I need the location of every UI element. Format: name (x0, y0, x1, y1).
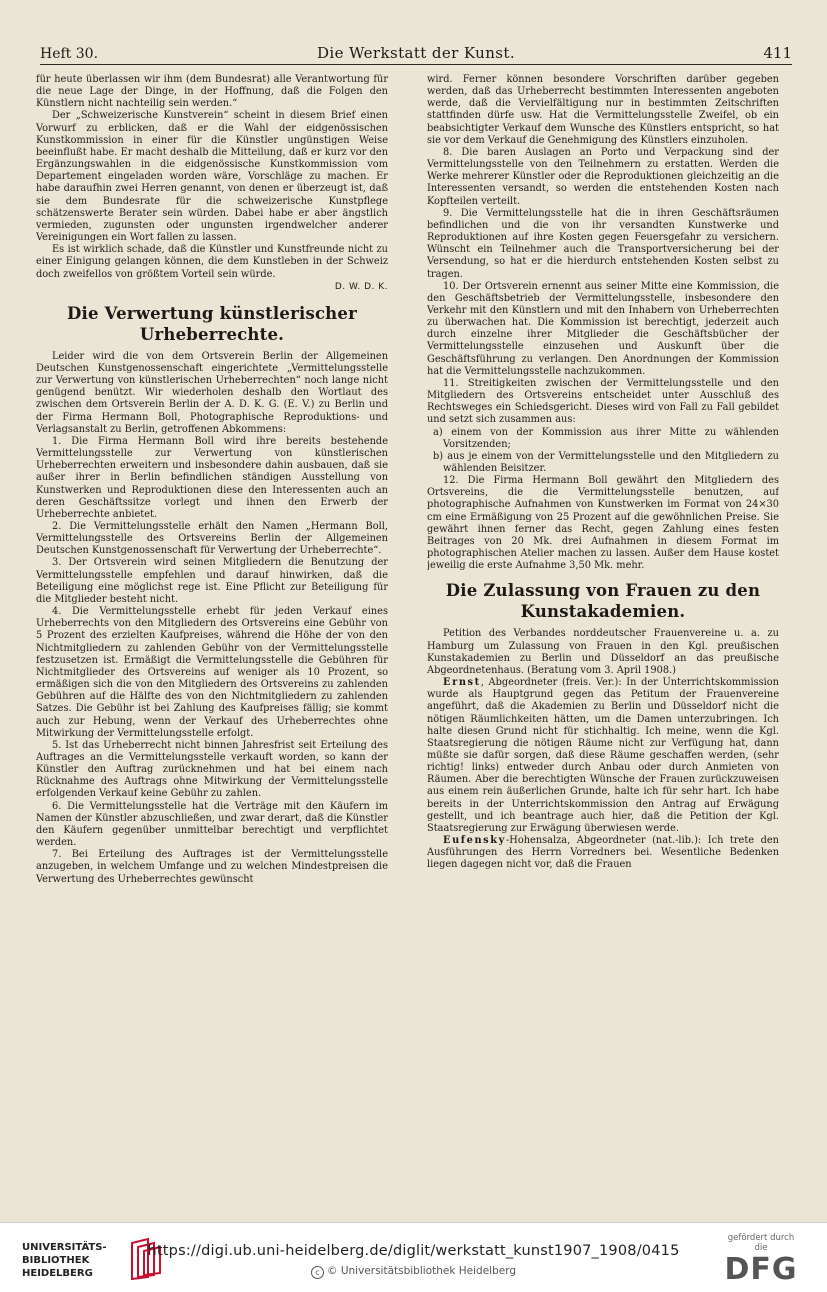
library-name: UNIVERSITÄTS- BIBLIOTHEK HEIDELBERG (22, 1242, 107, 1279)
permalink-url[interactable]: https://digi.ub.uni-heidelberg.de/diglit/werkstatt_kunst1907_1908/0415 (147, 1243, 680, 1259)
clause-3: 3. Der Ortsverein wird seinen Mitgliedern die Benutzung der Vermittelungsstelle empfehlen und darauf hinwirken, daß die Beteiligung eine möglichst rege ist. Eine Pflicht zur Beteiligung für die Mitglieder besteht nicht. (36, 557, 388, 605)
article-heading: Die Verwertung künstlerischer Urheberrechte. (67, 303, 357, 344)
paragraph: wird. Ferner können besondere Vorschriften darüber gegeben werden, daß das Urheberrecht bestimmten Interessenten angeboten werde, daß die Vervielfältigung nur in bestimmten Zeitschriften stattfinden dürfe usw. Hat die Vermittelungsstelle Zweifel, ob ein beabsichtigter Verkauf dem Wunsche des Künstlers entspricht, so hat sie vor dem Verkauf die Genehmigung des Künstlers einzuholen. (427, 74, 779, 146)
dfg-logo[interactable] (721, 1233, 801, 1287)
speaker-name: Eufensky (443, 835, 506, 847)
speech-second (427, 835, 779, 871)
speech-text: -Hohensalza, Abgeordneter (nat.-lib.): Ich trete den Ausführungen des Herrn Vorredners bei. Wesentliche Bedenken liegen dagegen nicht vor, daß die Frauen (427, 835, 779, 871)
paragraph: Es ist wirklich schade, daß die Künstler und Kunstfreunde nicht zu einer Einigung gelangen können, die dem Kunstleben in der Schweiz doch zweifellos von größtem Vorteil sein würde. (36, 244, 388, 280)
clause-10: 10. Der Ortsverein ernennt aus seiner Mitte eine Kommission, die den Geschäftsbetrieb der Vermittelungsstelle, insbesondere den Verkehr mit den Künstlern und mit den Inhabern von Urheberrechten zu überwachen hat. Die Kommission ist berechtigt, jederzeit auch durch einzelne ihrer Mitglieder die Geschäftsbücher der Vermittelungsstelle einzusehen und Auskunft über die Geschäftsführung zu verlangen. Den Anordnungen der Kommission hat die Vermittelungsstelle nachzukommen. (427, 280, 779, 377)
speaker-name: Ernst (443, 677, 481, 689)
journal-title: Die Werkstatt der Kunst. (316, 44, 515, 62)
clause-6: 6. Die Vermittelungsstelle hat die Verträge mit den Käufern im Namen der Künstler abzuschließen, und zwar derart, daß die Künstler den Käufern gegenüber unmittelbar berechtigt und verpflichtet werden. (36, 800, 388, 849)
clause-1: 1. Die Firma Hermann Boll wird ihre bereits bestehende Vermittelungsstelle zur Verwertung von künstlerischen Urheberrechten erweitern und insbesondere dahin ausbauen, daß sie außer ihrer in Berlin befindlichen ständigen Ausstellung von Kunstwerken und Reproduktionen diese den Interessenten auch an deren Geschäftssitze vorlegt und ihnen den Erwerb der Urheberrechte anbietet. (36, 435, 388, 520)
page-number: 411 (763, 44, 792, 62)
copyright-notice: c © Universitätsbibliothek Heidelberg (0, 1265, 827, 1279)
article-heading: Die Zulassung von Frauen zu den Kunstakademien. (445, 581, 761, 622)
dfg-funded-by: gefördert durch die (727, 1233, 795, 1253)
speech-text: , Abgeordneter (freis. Ver.): In der Unterrichtskommission wurde als Hauptgrund gegen das Petitum der Frauenvereine angeführt, daß die Akademien zu Berlin und Düsseldorf nicht die nötigen Räumlichkeiten hätten, um die Damen unterzubringen. Ich halte diesen Grund nicht für stichhaltig. Ich meine, wenn die Kgl. Staatsregierung die nötigen Räume nicht zur Verfügung hat, dann müßte sie dafür sorgen, daß diese Räume geschaffen werden, (sehr richtig! links) entweder durch Anbau oder durch Anmieten von Räumen. Aber die berechtigten Wünsche der Frauen zurückzuweisen aus einem rein äußerlichen Grunde, halte ich für sehr hart. Ich habe bereits in der Unterrichtskommission den Antrag auf Erwägung gestellt, und ich beantrage auch hier, daß die Petition der Kgl. Staatsregierung zur Erwägung überwiesen werde. (427, 677, 779, 834)
paragraph: Leider wird die von dem Ortsverein Berlin der Allgemeinen Deutschen Kunstgenossenschaft eingerichtete „Vermittelungsstelle zur Verwertung von künstlerischen Urheberrechten“ noch lange nicht genügend benützt. Wir wiederholen deshalb den Wortlaut des zwischen dem Ortsverein Berlin der A. D. K. G. (E. V.) zu Berlin und der Firma Hermann Boll, Photographische Reproduktions- und Verlagsanstalt zu Berlin, getroffenen Abkommens: (36, 350, 388, 435)
clause-9: 9. Die Vermittelungsstelle hat die in ihren Geschäftsräumen befindlichen und die von ihr versandten Kunstwerke und Reproduktionen auf ihre Kosten gegen Feuersgefahr zu versichern. Wünscht ein Teilnehmer auch die Transportversicherung bei der Versendung, so hat er die hierdurch entstehenden Kosten selbst zu tragen. (427, 207, 779, 280)
clause-7: 7. Bei Erteilung des Auftrages ist der Vermittelungsstelle anzugeben, in welchem Umfange und zu welchen Mindestpreisen die Verwertung des Urheberrechtes gewünscht (36, 849, 388, 885)
running-header (40, 44, 792, 64)
author-signature: D. W. D. K. (334, 281, 388, 292)
viewer-footer (0, 1222, 827, 1292)
issue-number: Heft 30. (40, 46, 99, 62)
clause-2: 2. Die Vermittelungsstelle erhält den Namen „Hermann Boll, Vermittelungsstelle des Ortsvereins Berlin der Allgemeinen Deutschen Kunstgenossenschaft für Verwertung der Urheberrechte“. (36, 521, 388, 557)
paragraph: Der „Schweizerische Kunstverein“ scheint in diesem Brief einen Vorwurf zu erblicken, daß er die Wahl der eidgenössischen Kunstkommission in einer für die Künstler ungünstigen Weise beeinflußt habe. Er macht deshalb die Mitteilung, daß er kurz vor den Ergänzungswahlen in die eidgenössische Kunstkommission vom Departement eingeladen worden wäre, Vorschläge zu machen. Er habe daraufhin zwei Herren genannt, von denen er überzeugt ist, daß sie dem Bundesrate für die schweizerische Kunstpflege schätzenswerte Berater sein würden. Dabei habe er aber ängstlich vermieden, zugunsten oder ungunsten irgendwelcher anderer Vereinigungen ein Wort fallen zu lassen. (36, 110, 388, 244)
clause-12: 12. Die Firma Hermann Boll gewährt den Mitgliedern des Ortsvereins, die die Vermittelungsstelle benutzen, auf photographische Aufnahmen von Kunstwerken im Format von 24×30 cm eine Ermäßigung von 25 Prozent auf die gewöhnlichen Preise. Sie gewährt ihnen ferner das Recht, gegen Zahlung eines festen Beitrages von 20 Mk. drei Aufnahmen in diesem Format im photographischen Atelier machen zu lassen. Außer dem Hause kostet jeweilig die erste Aufnahme 3,50 Mk. mehr. (427, 475, 779, 572)
clause-5: 5. Ist das Urheberrecht nicht binnen Jahresfrist seit Erteilung des Auftrages an die Vermittelungsstelle verkauft worden, so kann der Künstler den Auftrag zurücknehmen und hat bei einem nach Rücknahme des Auftrags ohne Mitwirkung der Vermittelungsstelle erfolgenden Verkauf keine Gebühr zu zahlen. (36, 739, 388, 800)
speech-ernst (427, 677, 779, 835)
copyright-icon: c (311, 1266, 324, 1279)
clause-11: 11. Streitigkeiten zwischen der Vermittelungsstelle und den Mitgliedern des Ortsvereins entscheidet unter Ausschluß des Rechtsweges ein Schiedsgericht. Dieses wird von Fall zu Fall gebildet und setzt sich zusammen aus: (427, 377, 779, 426)
dfg-wordmark: DFG (724, 1252, 798, 1287)
header-rule (40, 64, 792, 65)
right-column (427, 74, 779, 1204)
clause-11b: b) aus je einem von der Vermittelungsstelle und den Mitgliedern zu wählenden Beisitzer. (433, 450, 779, 474)
clause-11a: a) einem von der Kommission aus ihrer Mitte zu wählenden Vorsitzenden; (433, 426, 779, 450)
paragraph: für heute überlassen wir ihm (dem Bundesrat) alle Verantwortung für die neue Lage der Dinge, in der Hoffnung, daß die Folgen den Künstlern nicht nachteilig sein werden.“ (36, 74, 388, 110)
left-column (36, 74, 388, 1204)
clause-4: 4. Die Vermittelungsstelle erhebt für jeden Verkauf eines Urheberrechts von den Mitgliedern des Ortsvereins eine Gebühr von 5 Prozent des erzielten Kaufpreises, während die Höhe der von den Nichtmitgliedern zu zahlenden Gebühr von der Vermittelungsstelle festzusetzen ist. Ermäßigt die Vermittelungsstelle die Gebühren für Nichtmitglieder des Ortsvereins auf weniger als 10 Prozent, so ermäßigen sich die von den Mitgliedern des Ortsvereins zu zahlenden Gebühren auf die Hälfte des von den Nichtmitgliedern zu zahlenden Satzes. Die Gebühr ist bei Zahlung des Kaufpreises fällig; sie kommt auch zur Hebung, wenn der Verkauf des Urheberrechtes ohne Mitwirkung der Vermittelungsstelle erfolgt. (36, 606, 388, 739)
petition-title: Petition des Verbandes norddeutscher Frauenvereine u. a. zu Hamburg um Zulassung von Frauen in den Kgl. preußischen Kunstakademien zu Berlin und Düsseldorf an das preußische Abgeordnetenhaus. (Beratung vom 3. April 1908.) (427, 628, 779, 676)
clause-8: 8. Die baren Auslagen an Porto und Verpackung sind der Vermittelungsstelle von den Teilnehmern zu erstatten. Werden die Werke mehrerer Künstler oder die Reproduktionen gleichzeitig an die Interessenten versandt, so werden die entstehenden Kosten nach Kopfteilen verteilt. (427, 146, 779, 207)
